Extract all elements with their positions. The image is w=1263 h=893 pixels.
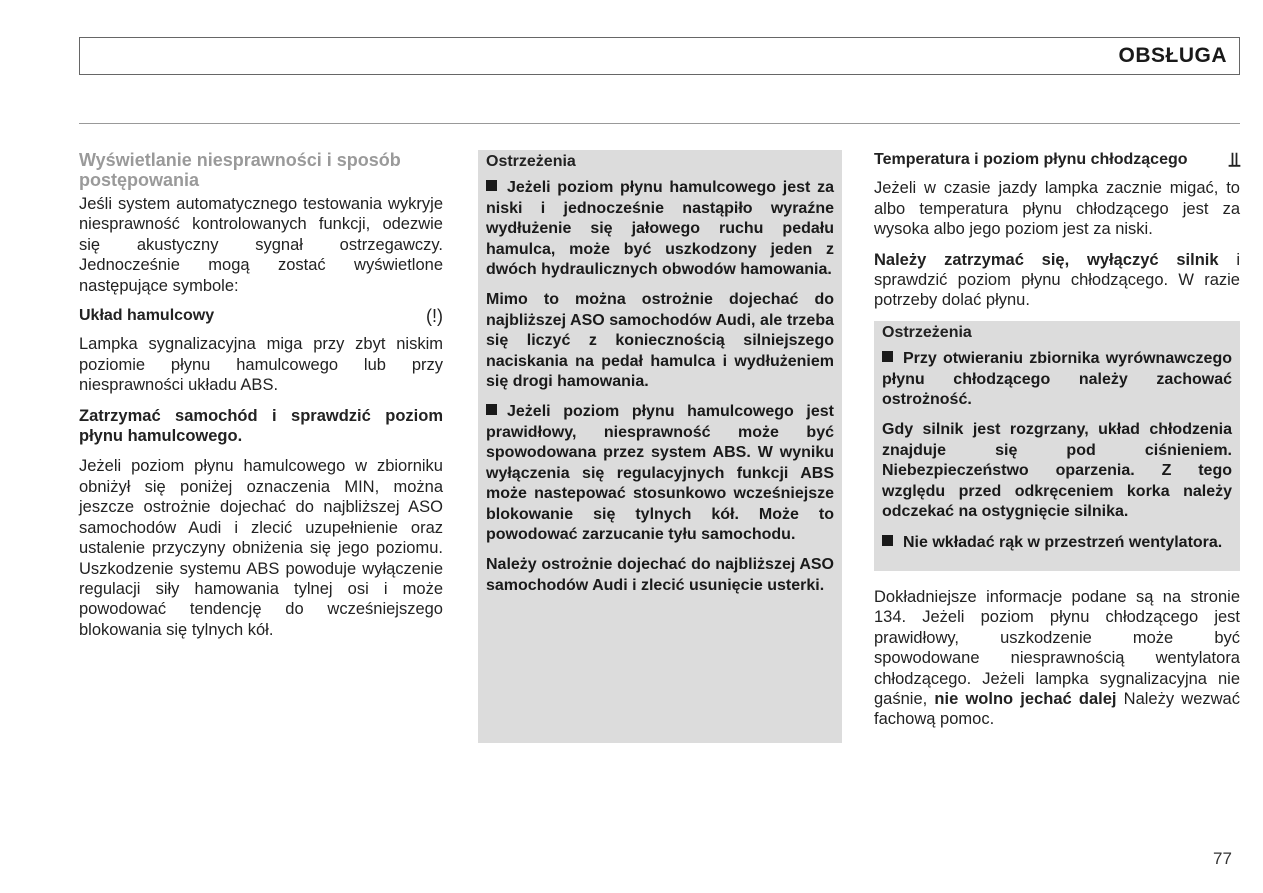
coolant-heading	[874, 150, 1240, 170]
coolant-action: Należy zatrzymać się, wyłączyć silnik i sprawdzić poziom płynu chłodzącego. W razie potrzeby dolać płynu.	[874, 250, 1240, 310]
warning-box-brake	[478, 150, 842, 743]
bullet-square-icon	[882, 351, 893, 362]
warning-box-coolant	[874, 321, 1240, 571]
coolant-temperature-icon: ⫫	[1228, 149, 1240, 171]
more-info-paragraph: Dokładniejsze informacje podane są na stronie 134. Jeżeli poziom płynu chłodzącego jest prawidłowy, uszkodzenie może być spowodowane niesprawnością wentylatora chłodzącego. Jeżeli lampka sygnalizacyjna nie gaśnie, nie wolno jechać dalej Należy wezwać fachową pomoc.	[874, 587, 1240, 729]
warning-item: Gdy silnik jest rozgrzany, układ chłodzenia znajduje się pod ciśnieniem. Niebezpieczeństwo oparzenia. Z tego względu przed odkręceniem korka należy odczekać na ostygnięcie silnika.	[882, 421, 1232, 521]
page-number: 77	[1213, 849, 1232, 868]
brake-paragraph: Lampka sygnalizacyjna miga przy zbyt niskim poziomie płynu hamulcowego lub przy niesprawności układu ABS.	[79, 335, 443, 395]
warning-item: Należy ostrożnie dojechać do najbliższej ASO samochodów Audi i zlecić usunięcie usterki.	[486, 556, 834, 594]
intro-paragraph: Jeśli system automatycznego testowania wykryje niesprawność kontrolowanych funkcji, odezwie się akustyczny sygnał ostrzegawczy. Jednocześnie mogą zostać wyświetlone następujące symbole:	[79, 195, 443, 295]
warning-item: Nie wkładać rąk w przestrzeń wentylatora.	[882, 533, 1232, 553]
warning-title: Ostrzeżenia	[486, 153, 576, 170]
brake-details: Jeżeli poziom płynu hamulcowego w zbiorniku obniżył się poniżej oznaczenia MIN, można jeszcze ostrożnie dojechać do najbliższej ASO samochodów Audi i zlecić uzupełnienie oraz ustalenie przyczyny obniżenia się jego poziomu. Uszkodzenie systemu ABS powoduje wyłączenie regulacji siły hamowania tylnej osi i może powodować tendencję do wcześniejszego blokowania się tylnych kół.	[79, 457, 443, 639]
coolant-heading-text: Temperatura i poziom płynu chłodzącego	[874, 151, 1188, 168]
brake-warning-icon: (!)	[426, 306, 443, 327]
bullet-square-icon	[486, 180, 497, 191]
section-title: Wyświetlanie niesprawności i sposób postępowania	[79, 150, 401, 190]
warning-item: Mimo to można ostrożnie dojechać do najbliższej ASO samochodów Audi, ale trzeba się liczyć z koniecznością silniejszego naciskania na pedał hamulca i wydłużeniem się drogi hamowania.	[486, 291, 834, 391]
warning-item: Jeżeli poziom płynu hamulcowego jest prawidłowy, niesprawność może być spowodowana przez system ABS. W wyniku wyłączenia się regulacyjnych funkcji ABS może nastepować stosunkowo wcześniejsze blokowanie się tylnych kół. Może to powodować zarzucanie tyłu samochodu.	[486, 403, 834, 543]
column-1	[79, 150, 443, 650]
brake-heading-text: Układ hamulcowy	[79, 307, 215, 325]
bullet-square-icon	[882, 535, 893, 546]
column-3	[874, 150, 1240, 740]
warning-item: Przy otwieraniu zbiornika wyrównawczego płynu chłodzącego należy zachować ostrożność.	[882, 350, 1232, 409]
bullet-square-icon	[486, 404, 497, 415]
coolant-paragraph: Jeżeli w czasie jazdy lampka zacznie migać, to albo temperatura płynu chłodzącego jest za wysoka albo jego poziom jest za niski.	[874, 179, 1240, 239]
page-header	[79, 37, 1240, 75]
header-rule	[79, 123, 1240, 124]
warning-item: Jeżeli poziom płynu hamulcowego jest za niski i jednocześnie nastąpiło wyraźne wydłużenie się jałowego ruchu pedału hamulca, może być uszkodzony jeden z dwóch hydraulicznych obwodów hamowania.	[486, 179, 834, 279]
brake-action: Zatrzymać samochód i sprawdzić poziom płynu hamulcowego.	[79, 406, 443, 446]
column-2	[478, 150, 842, 743]
brake-heading	[79, 306, 443, 326]
warning-title: Ostrzeżenia	[882, 323, 972, 341]
header-title: OBSŁUGA	[1118, 44, 1227, 67]
